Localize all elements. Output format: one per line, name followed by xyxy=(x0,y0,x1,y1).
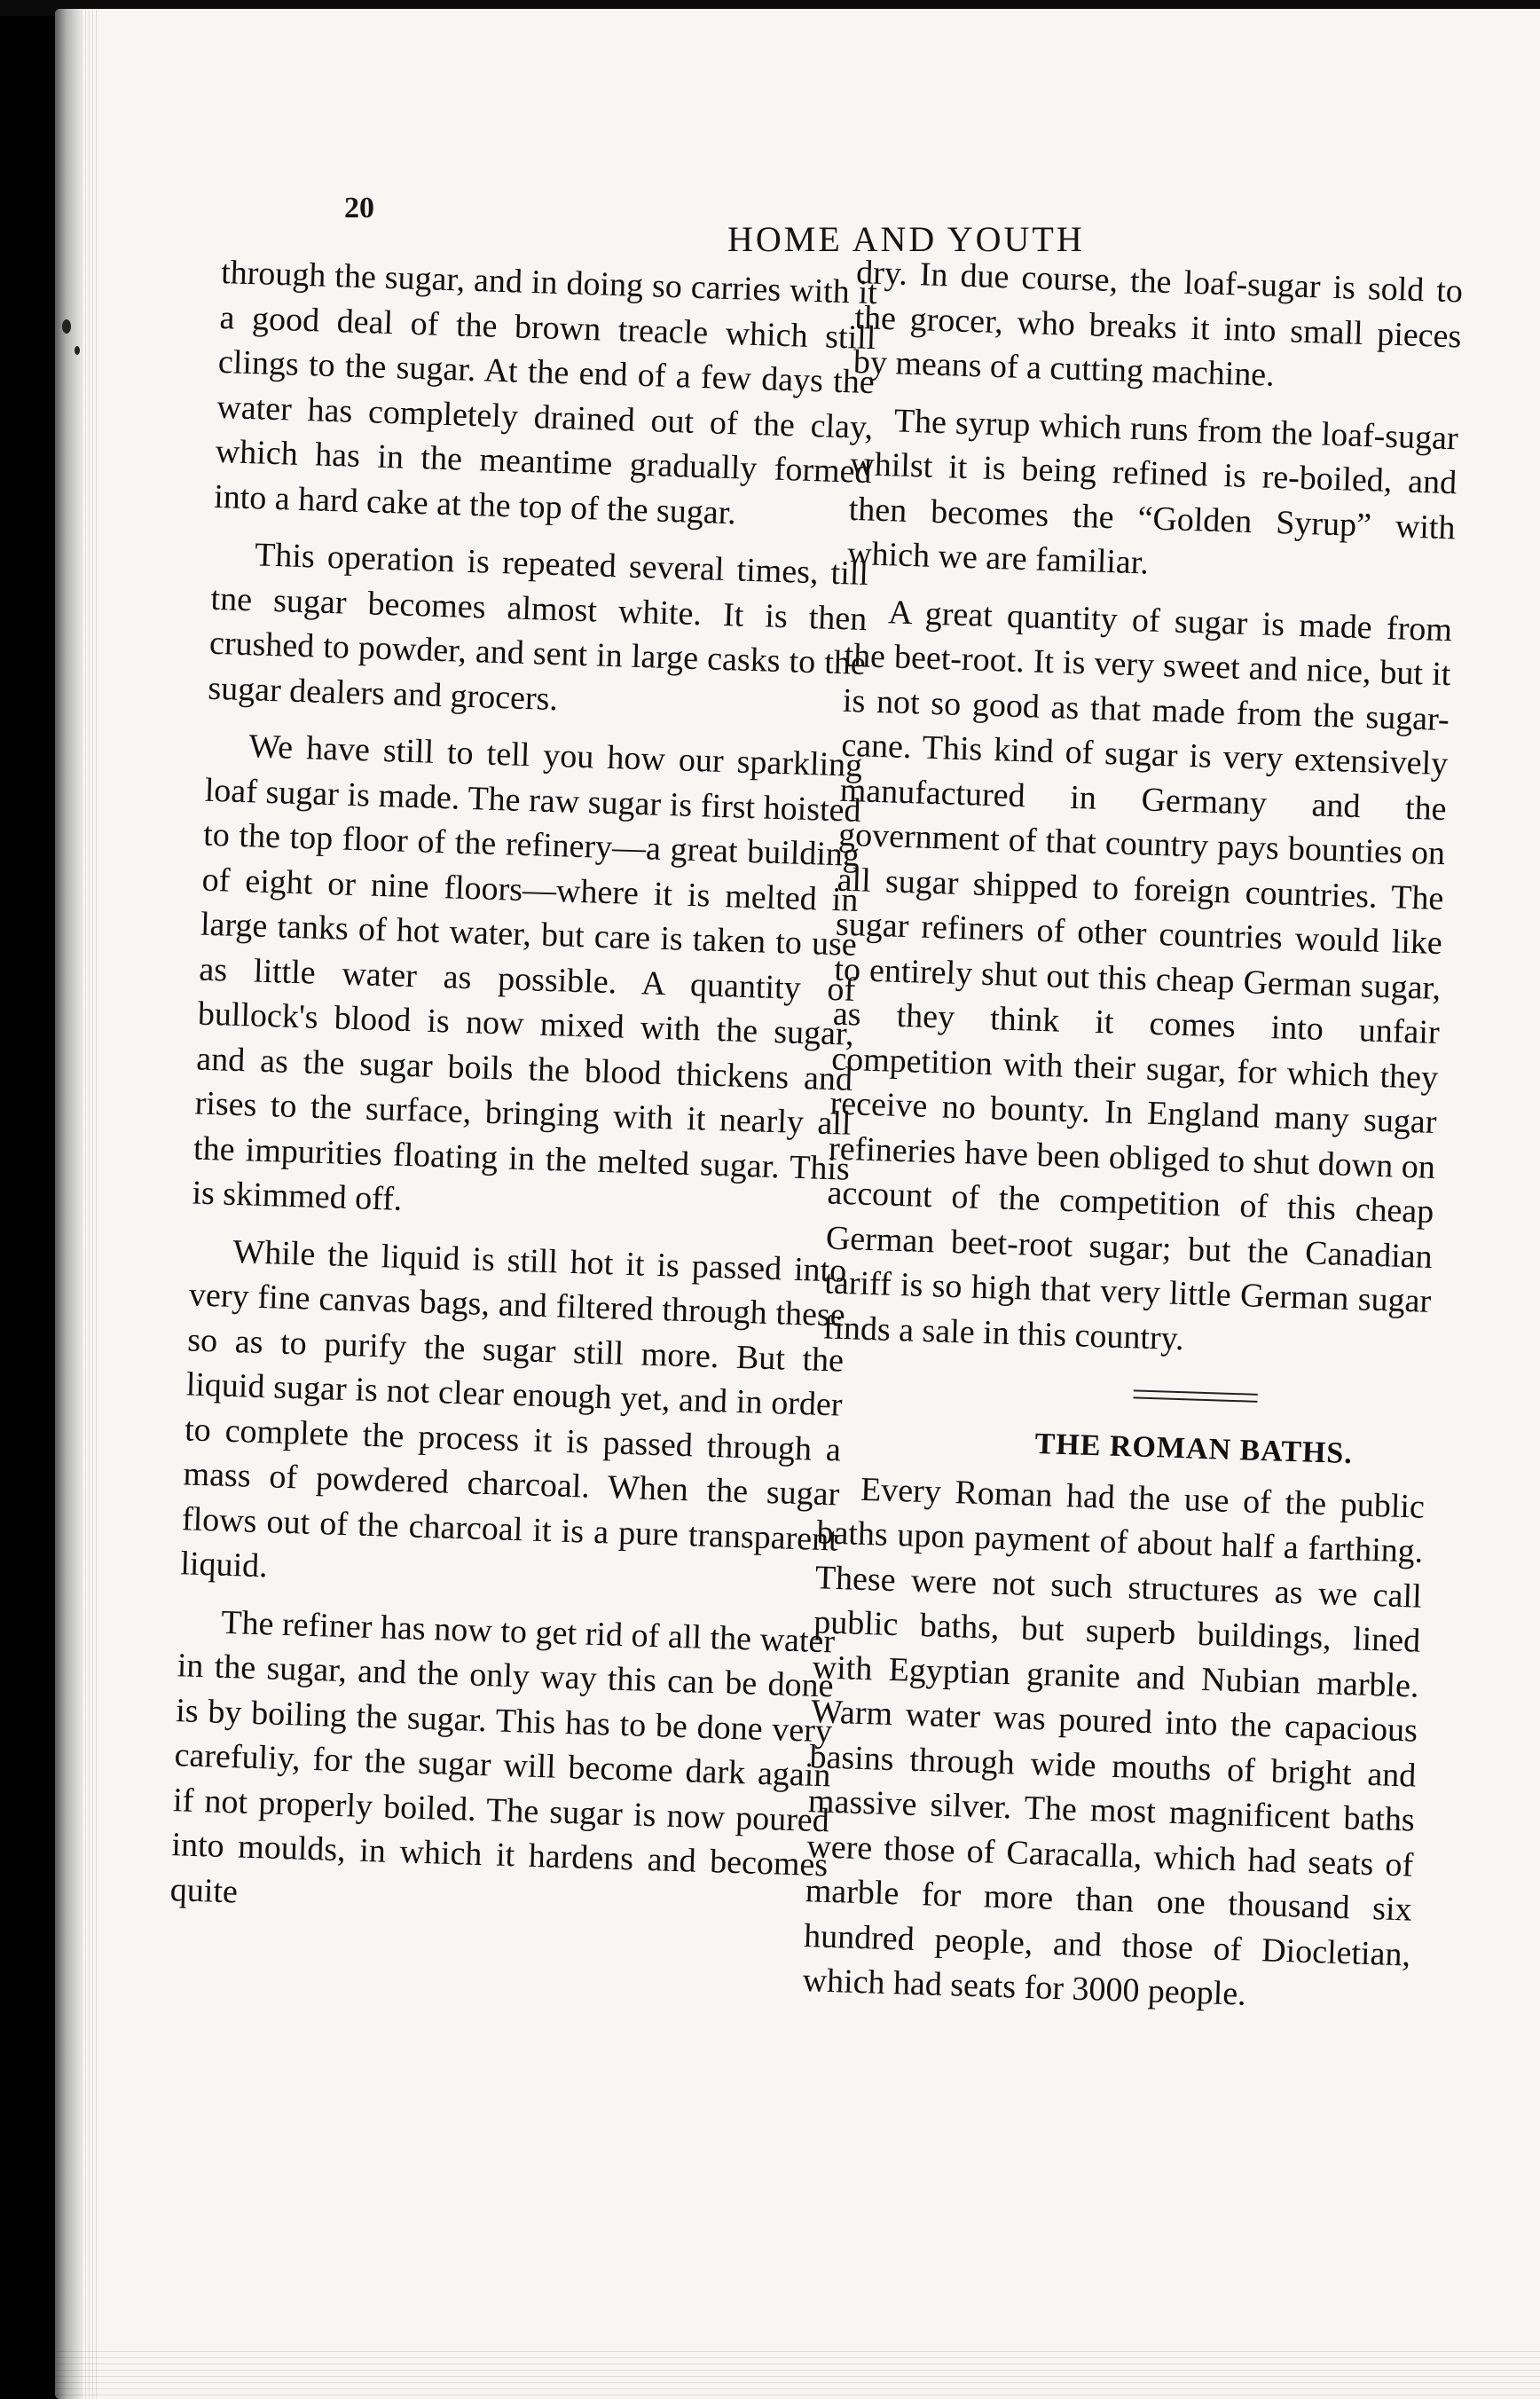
running-head: HOME AND YOUTH xyxy=(727,219,1085,259)
paragraph: This operation is repeated several times, till tne sugar becomes almost white. It is then crushed to powder, and sent in large casks to the sugar dealers and grocers. xyxy=(207,536,869,718)
page-bottom-edge xyxy=(55,2346,1540,2399)
ink-smudge xyxy=(75,346,80,355)
right-column xyxy=(801,250,1463,2034)
paragraph: The syrup which runs from the loaf-sugar whilst it is being refined is re-boiled, and then becomes the “Golden Syrup” with which we are familiar. xyxy=(846,401,1459,582)
page-number: 20 xyxy=(344,192,374,224)
paragraph: through the sugar, and in doing so carries with it a good deal of the brown treacle which still clings to the sugar. At the end of a few days the water has completely drained out of the clay, which has in the meantime gradually formed into a hard cake at the top of the sugar. xyxy=(213,253,878,531)
section-divider xyxy=(1133,1389,1257,1402)
left-column xyxy=(169,250,878,1945)
paragraph: Every Roman had the use of the public baths upon payment of about half a farthing. These were not such structures as we call public baths, but superb buildings, lined with Egyptian granite and Nubian marble. Warm water was poured into the capacious basins through wide mouths of bright and massive silver. The most magnificent baths were those of Caracalla, which had seats of marble for more than one thousand six hundred people, and those of Diocletian, which had seats for 3000 people. xyxy=(802,1470,1426,2013)
paragraph: We have still to tell you how our sparkling loaf sugar is made. The raw sugar is first hoisted to the top floor of the refinery—a great building of eight or nine floors—where it is melted in large tanks of hot water, but care is taken to use as little water as possible. A quantity of bullock's blood is now mixed with the sugar, and as the sugar boils the blood thickens and rises to the surface, bringing with it nearly all the impurities floating in the melted sugar. This is skimmed off. xyxy=(191,728,863,1218)
page-edge-lines xyxy=(82,9,99,2399)
paragraph: dry. In due course, the loaf-sugar is sold to the grocer, who breaks it into small pieces by means of a cutting machine. xyxy=(852,253,1464,394)
ink-smudge xyxy=(62,319,71,334)
paragraph: While the liquid is still hot it is passed into very fine canvas bags, and filtered through these so as to purify the sugar still more. But the liquid sugar is not clear enough yet, and in order to complete the process it is passed through a mass of powdered charcoal. When the sugar flows out of the charcoal it is a pure transparent liquid. xyxy=(179,1232,847,1585)
page-spine-shadow xyxy=(55,9,82,2399)
paragraph: The refiner has now to get rid of all the water in the sugar, and the only way this can be done is by boiling the sugar. This has to be done very carefuliy, for the sugar will become dark again if not properly boiled. The sugar is now poured into moulds, in which it hardens and becomes quite xyxy=(169,1603,836,1910)
paragraph: A great quantity of sugar is made from the beet-root. It is very sweet and nice, but it is not so good as that made from the sugar-cane. This kind of sugar is very extensively manufactured in Germany and the government of that country pays bounties on all sugar shipped to foreign countries. The sugar refiners of other countries would like to entirely shut out this cheap German sugar, as they think it comes into unfair competition with their sugar, for which they receive no bounty. In England many sugar refineries have been obliged to shut down on account of the competition of this cheap German beet-root sugar; but the Canadian tariff is so high that very little German sugar finds a sale in this country. xyxy=(822,593,1453,1357)
section-title: THE ROMAN BATHS. xyxy=(1034,1427,1354,1471)
